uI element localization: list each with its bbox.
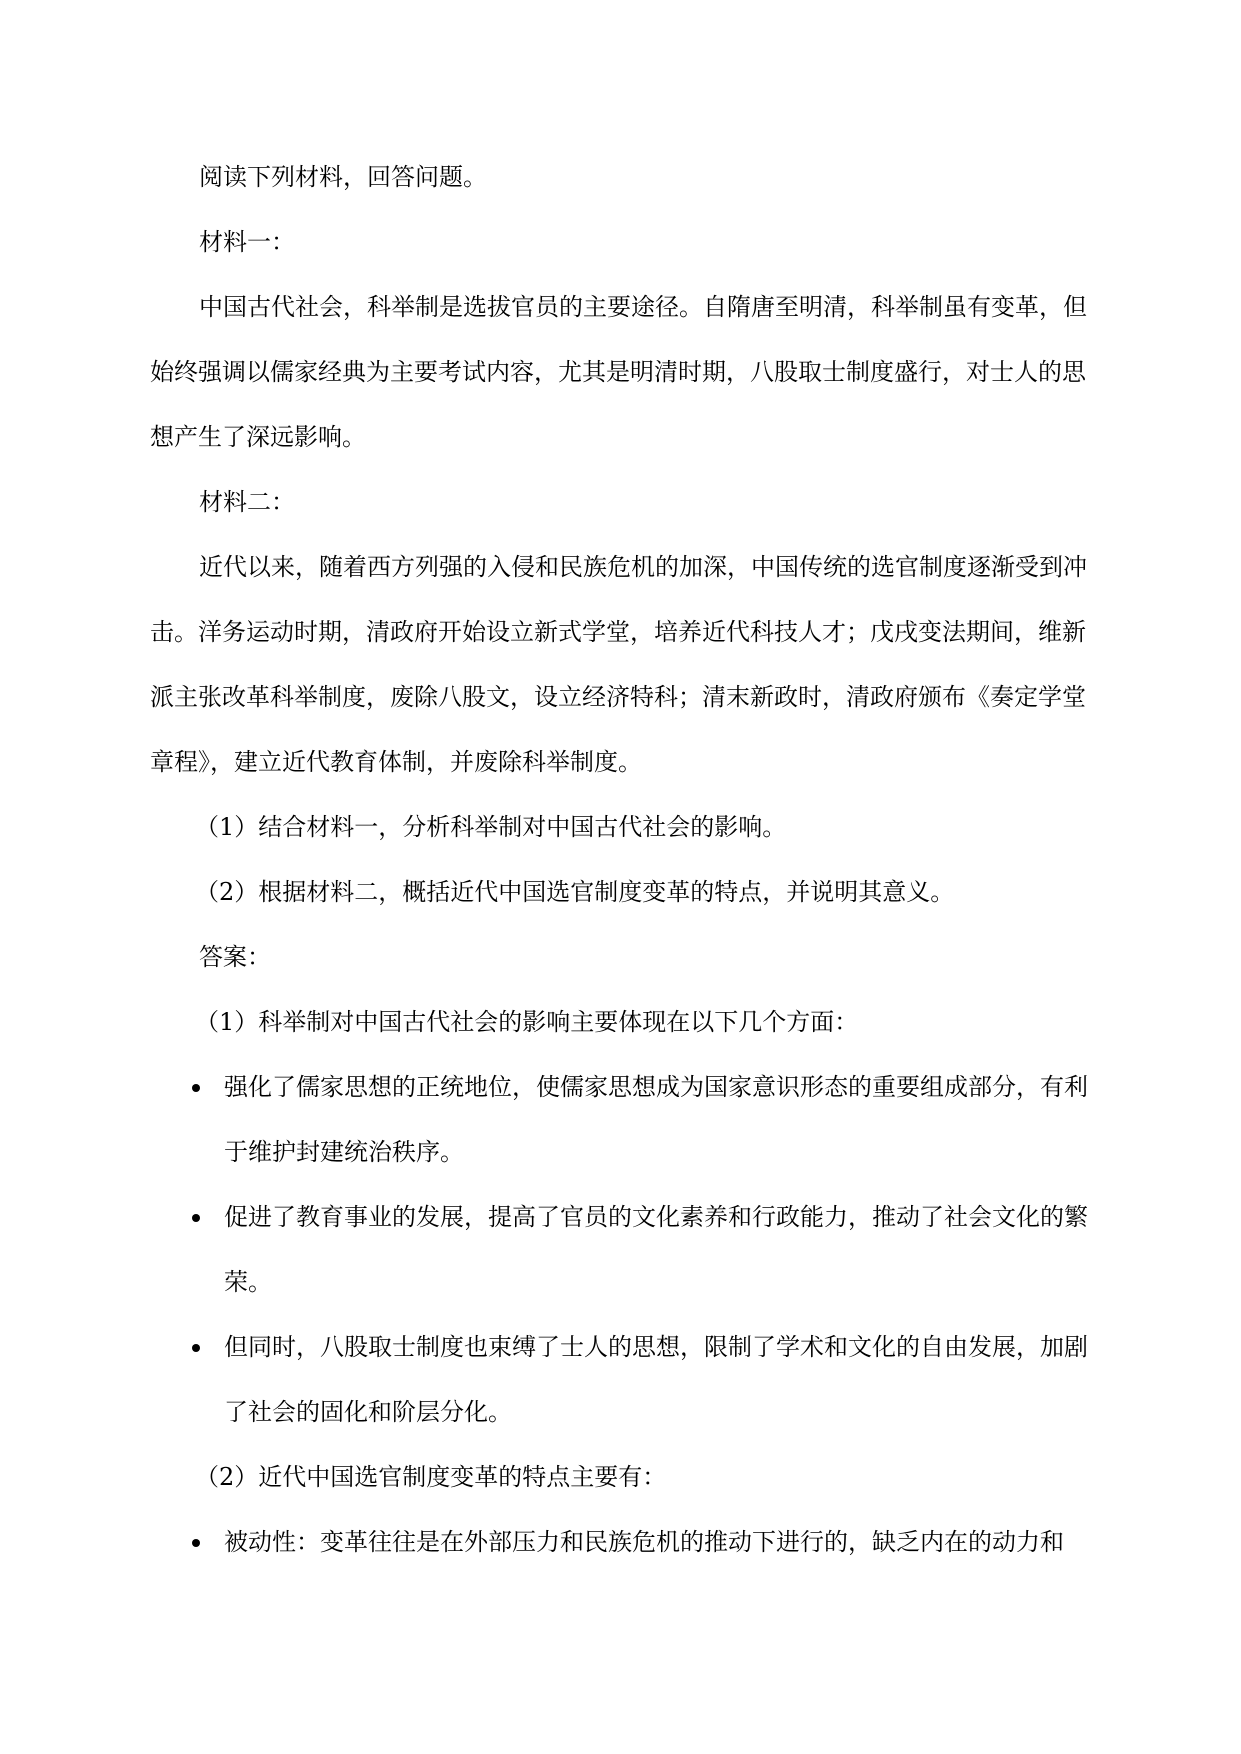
answer-2-list bbox=[150, 1510, 1095, 1575]
list-item bbox=[150, 1055, 1095, 1185]
list-item bbox=[150, 1315, 1095, 1445]
answer-2-intro: （2）近代中国选官制度变革的特点主要有： bbox=[195, 1463, 667, 1491]
answer-1-list bbox=[150, 1055, 1095, 1445]
material1-heading: 材料一： bbox=[199, 228, 295, 256]
material2-heading: 材料二： bbox=[199, 488, 295, 516]
list-item bbox=[150, 1510, 1095, 1575]
answer-1-intro: （1）科举制对中国古代社会的影响主要体现在以下几个方面： bbox=[195, 1008, 859, 1036]
list-item bbox=[150, 1185, 1095, 1315]
answer-heading: 答案： bbox=[199, 943, 271, 971]
bullet-icon bbox=[192, 1084, 200, 1092]
list-item-text: 但同时，八股取士制度也束缚了士人的思想，限制了学术和文化的自由发展，加剧了社会的固化和阶层分化。 bbox=[224, 1333, 1088, 1426]
bullet-icon bbox=[192, 1344, 200, 1352]
list-item-text: 强化了儒家思想的正统地位，使儒家思想成为国家意识形态的重要组成部分，有利于维护封建统治秩序。 bbox=[224, 1073, 1088, 1166]
question-2: （2）根据材料二，概括近代中国选官制度变革的特点，并说明其意义。 bbox=[195, 878, 955, 906]
list-item-text: 被动性：变革往往是在外部压力和民族危机的推动下进行的，缺乏内在的动力和 bbox=[224, 1528, 1064, 1556]
material2-text: 近代以来，随着西方列强的入侵和民族危机的加深，中国传统的选官制度逐渐受到冲击。洋务运动时期，清政府开始设立新式学堂，培养近代科技人才；戊戌变法期间，维新派主张改革科举制度，废除八股文，设立经济特科；清末新政时，清政府颁布《奏定学堂章程》，建立近代教育体制，并废除科举制度。 bbox=[150, 553, 1087, 776]
question-1: （1）结合材料一，分析科举制对中国古代社会的影响。 bbox=[195, 813, 787, 841]
list-item-text: 促进了教育事业的发展，提高了官员的文化素养和行政能力，推动了社会文化的繁荣。 bbox=[224, 1203, 1088, 1296]
bullet-icon bbox=[192, 1539, 200, 1547]
document-page bbox=[150, 145, 1095, 1575]
intro-text: 阅读下列材料，回答问题。 bbox=[199, 163, 487, 191]
material1-text: 中国古代社会，科举制是选拔官员的主要途径。自隋唐至明清，科举制虽有变革，但始终强调以儒家经典为主要考试内容，尤其是明清时期，八股取士制度盛行，对士人的思想产生了深远影响。 bbox=[150, 293, 1087, 451]
bullet-icon bbox=[192, 1214, 200, 1222]
